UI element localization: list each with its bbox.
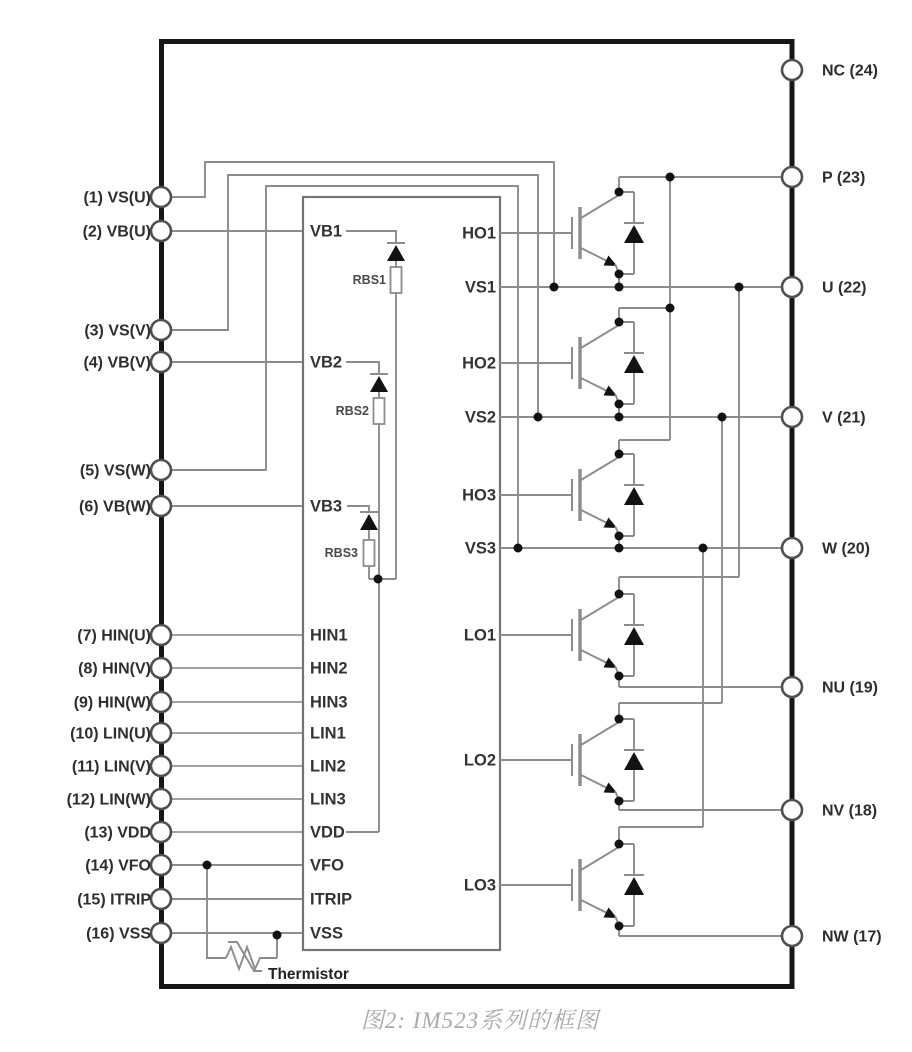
pin-label-nv: NV (18) [822,802,878,820]
igbt-low-u [500,590,644,681]
pin-label-lin-u: (10) LIN(U) [70,725,151,743]
ic-port-hin2: HIN2 [310,659,348,678]
pin-label-v: V (21) [822,409,866,427]
pin-label-vdd: (13) VDD [84,824,151,842]
pin-label-vfo: (14) VFO [85,857,151,875]
right-pin-labels [822,63,882,946]
pin-label-w: W (20) [822,540,870,558]
pin-label-lin-w: (12) LIN(W) [66,791,151,809]
pin-label-vb-w: (6) VB(W) [79,498,151,516]
figure-caption: 图2: IM523系列的框图 [360,1008,600,1033]
ic-port-vdd: VDD [310,823,345,842]
pin-label-nw: NW (17) [822,928,882,946]
ic-port-lin2: LIN2 [310,757,346,776]
pin-label-hin-u: (7) HIN(U) [77,627,151,645]
pin-label-vs-w: (5) VS(W) [79,462,151,480]
igbt-high-v [500,318,644,409]
pin-label-vs-v: (3) VS(V) [84,322,151,340]
pin-label-u: U (22) [822,279,867,297]
pin-label-vss: (16) VSS [86,925,151,943]
rbs2-label: RBS2 [335,404,369,418]
bootstrap-resistor-3 [364,540,375,566]
ic-port-ho1: HO1 [462,224,496,243]
ic-port-lo1: LO1 [463,626,496,645]
ic-port-lin3: LIN3 [310,790,346,809]
ic-port-lin1: LIN1 [310,724,346,743]
left-pin-labels [67,190,152,943]
ic-port-vss: VSS [310,924,344,943]
ic-port-vb1: VB1 [310,222,343,241]
pin-label-vb-u: (2) VB(U) [82,223,151,241]
igbt-high-u [500,188,644,279]
pin-label-hin-v: (8) HIN(V) [78,660,151,678]
igbt-high-w [500,450,644,541]
pin-label-itrip: (15) ITRIP [77,891,151,909]
ic-port-vs1: VS1 [464,278,496,297]
rbs3-label: RBS3 [324,546,358,560]
ic-port-vb3: VB3 [310,497,343,516]
pin-label-nu: NU (19) [822,679,879,697]
ic-port-lo3: LO3 [463,876,496,895]
pin-label-vs-u: (1) VS(U) [83,189,151,207]
ic-port-ho2: HO2 [462,354,496,373]
ic-port-ho3: HO3 [462,486,496,505]
pin-label-hin-w: (9) HIN(W) [73,694,151,712]
pin-label-vb-v: (4) VB(V) [83,354,151,372]
rbs1-label: RBS1 [352,273,386,287]
bootstrap-resistor-2 [374,398,385,424]
ic-port-hin3: HIN3 [310,693,348,712]
ic-port-vs2: VS2 [464,408,496,427]
ic-port-vs3: VS3 [464,539,496,558]
thermistor-network [207,865,277,971]
igbt-low-v [500,715,644,806]
ic-port-vb2: VB2 [310,353,343,372]
pin-label-lin-v: (11) LIN(V) [71,758,151,776]
bootstrap-resistor-1 [391,267,402,293]
thermistor-label: Thermistor [268,966,349,983]
ic-port-vfo: VFO [310,856,344,875]
igbt-cells [500,188,644,931]
igbt-low-w [500,840,644,931]
ic-port-lo2: LO2 [463,751,496,770]
pin-label-p: P (23) [822,169,866,187]
ic-port-hin1: HIN1 [310,626,348,645]
pin-label-nc: NC (24) [822,62,879,80]
ic-port-itrip: ITRIP [310,890,353,909]
